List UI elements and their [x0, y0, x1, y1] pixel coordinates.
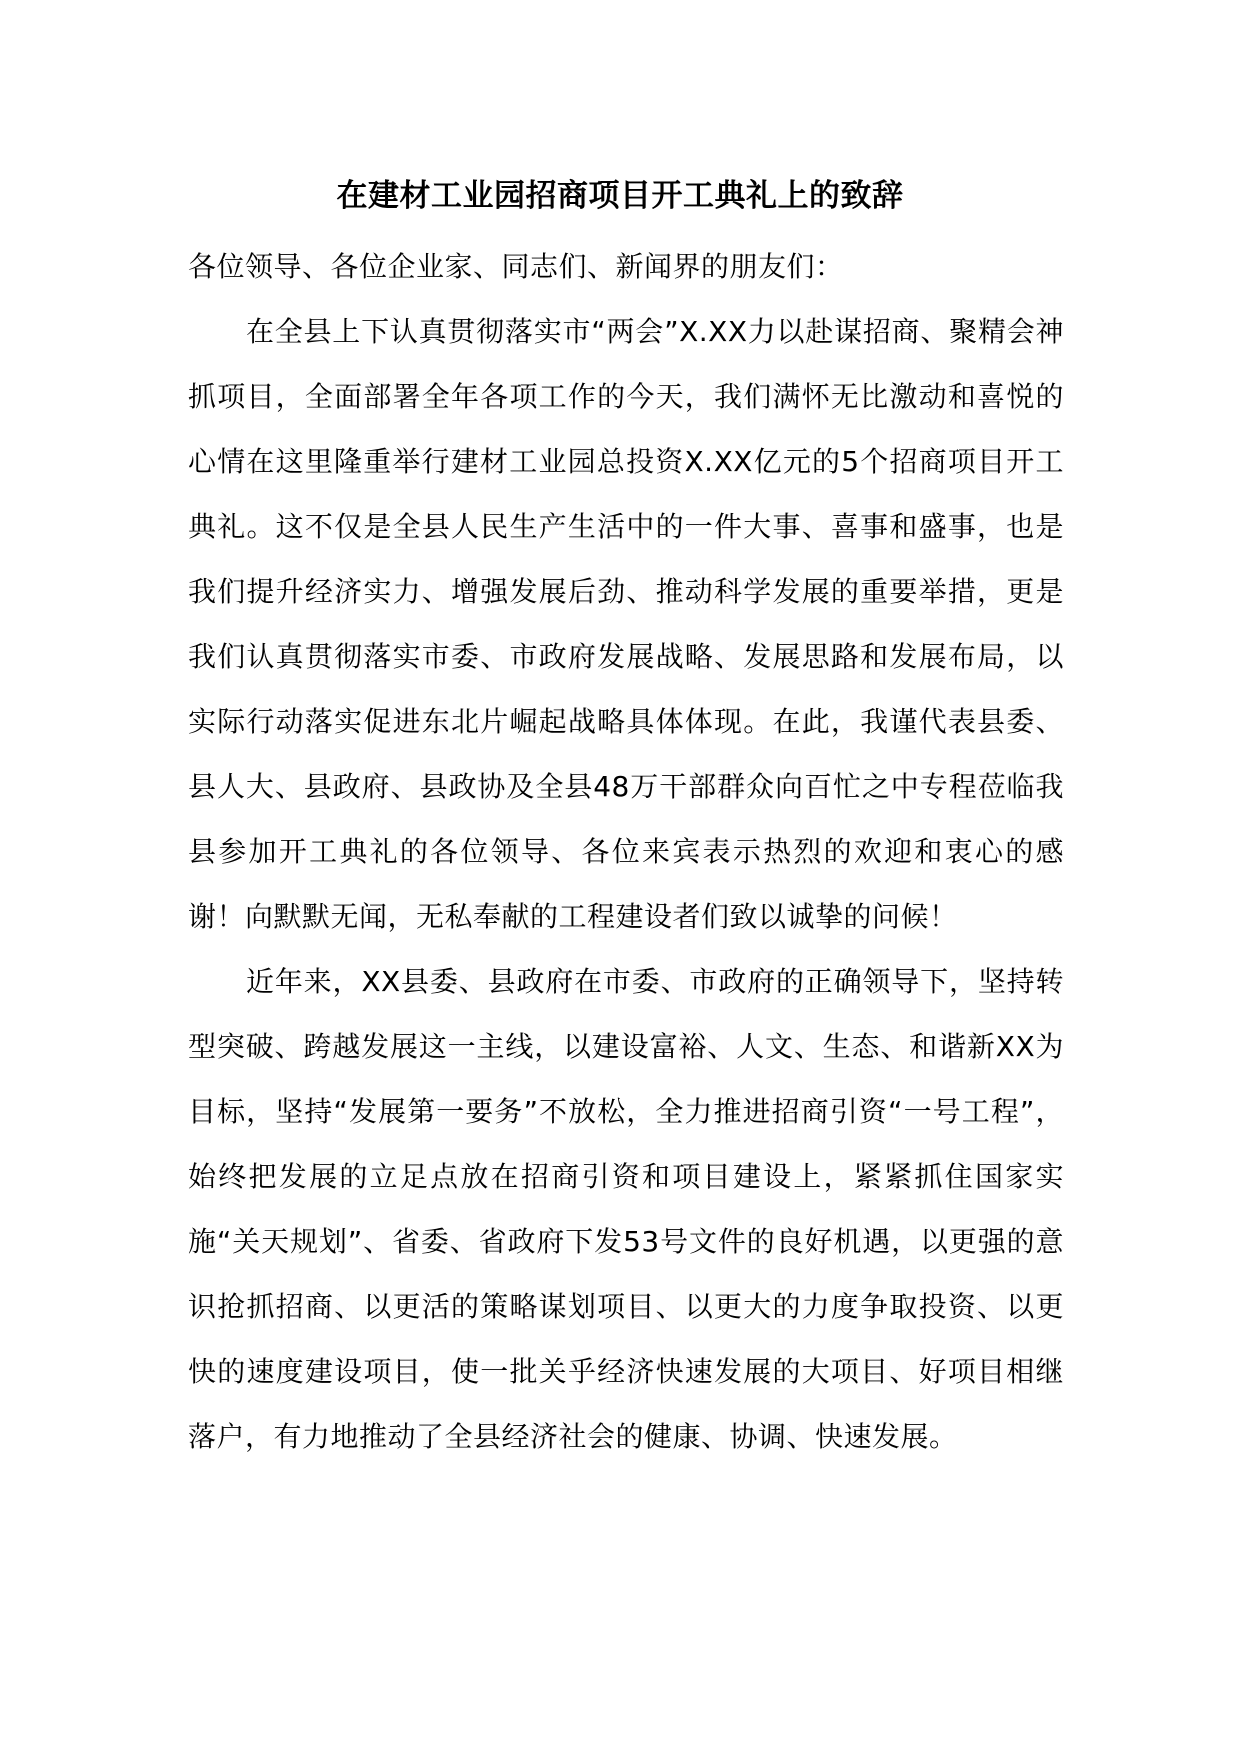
salutation: 各位领导、各位企业家、同志们、新闻界的朋友们： [188, 250, 844, 283]
document-body [188, 234, 1064, 1469]
paragraph-1: 在全县上下认真贯彻落实市“两会”X.XX力以赴谋招商、聚精会神抓项目，全面部署全年各项工作的今天，我们满怀无比激动和喜悦的心情在这里隆重举行建材工业园总投资X.XX亿元的5个招商项目开工典礼。这不仅是全县人民生产生活中的一件大事、喜事和盛事，也是我们提升经济实力、增强发展后劲、推动科学发展的重要举措，更是我们认真贯彻落实市委、市政府发展战略、发展思路和发展布局，以实际行动落实促进东北片崛起战略具体体现。在此，我谨代表县委、县人大、县政府、县政协及全县48万干部群众向百忙之中专程莅临我县参加开工典礼的各位领导、各位来宾表示热烈的欢迎和衷心的感谢！向默默无闻，无私奉献的工程建设者们致以诚挚的问候！ [188, 315, 1064, 933]
document-title: 在建材工业园招商项目开工典礼上的致辞 [336, 178, 904, 214]
paragraph-2: 近年来，XX县委、县政府在市委、市政府的正确领导下，坚持转型突破、跨越发展这一主线，以建设富裕、人文、生态、和谐新XX为目标，坚持“发展第一要务”不放松，全力推进招商引资“一号工程”，始终把发展的立足点放在招商引资和项目建设上，紧紧抓住国家实施“关天规划”、省委、省政府下发53号文件的良好机遇，以更强的意识抢抓招商、以更活的策略谋划项目、以更大的力度争取投资、以更快的速度建设项目，使一批关乎经济快速发展的大项目、好项目相继落户，有力地推动了全县经济社会的健康、协调、快速发展。 [188, 965, 1064, 1453]
